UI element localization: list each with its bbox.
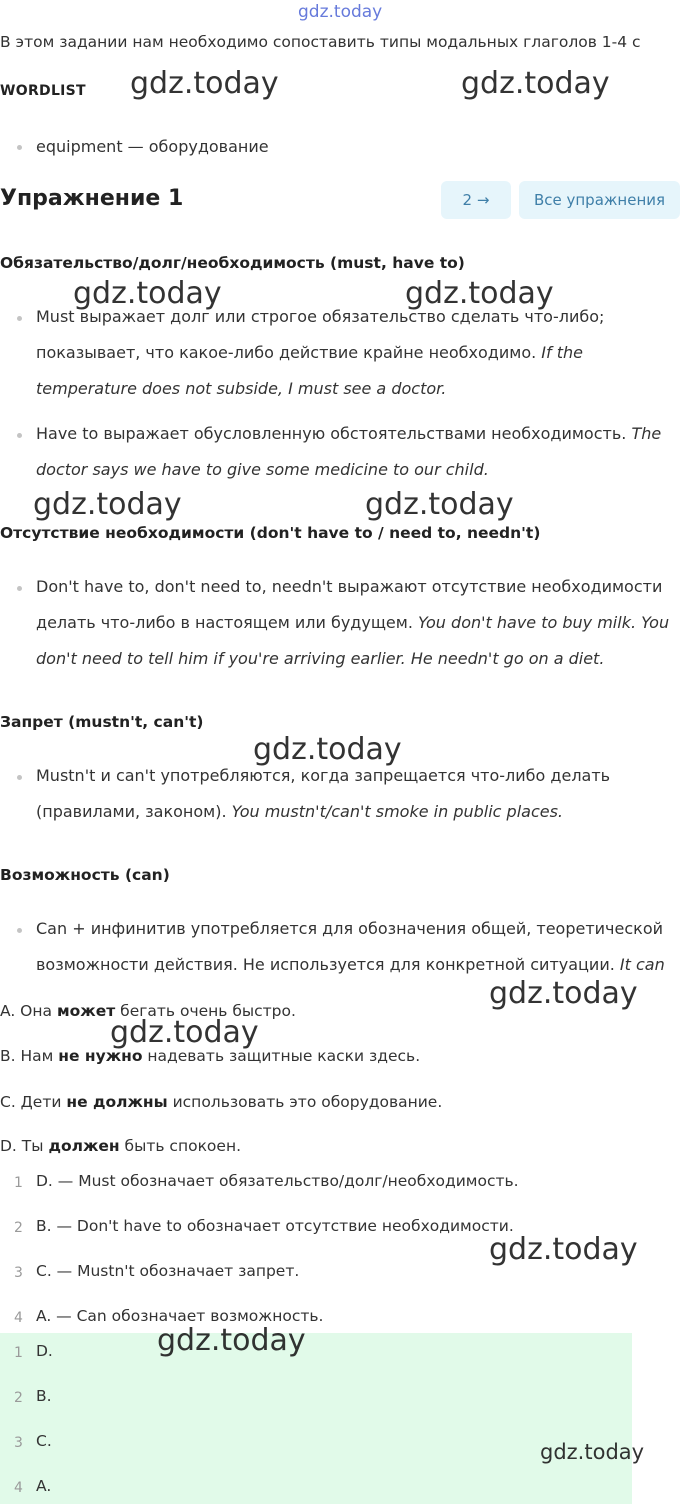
watermark: gdz.today: [461, 66, 610, 101]
explanation-item: A. — Can обозначает возможность.: [36, 1307, 324, 1325]
watermark: gdz.today: [405, 276, 554, 311]
all-exercises-button[interactable]: Все упражнения: [519, 181, 680, 219]
bullet-can: [36, 911, 676, 983]
answer-item: B.: [36, 1387, 52, 1405]
bullet-line: показывает, что какое-либо действие крайне необходимо. If the: [36, 343, 583, 362]
next-exercise-button[interactable]: 2 →: [441, 181, 511, 219]
bullet-dont-have-to: [36, 569, 676, 677]
bullet-line: Have to выражает обусловленную обстоятельствами необходимость. The: [36, 424, 662, 443]
section-heading-possibility: Возможность (can): [0, 866, 170, 884]
answer-item: A.: [36, 1477, 52, 1495]
option-a: A. Она может бегать очень быстро.: [0, 1002, 296, 1020]
bullet-example: don't need to tell him if you're arriving earlier. He needn't go on a diet.: [36, 649, 605, 668]
list-number: 2: [14, 1390, 23, 1406]
list-number: 1: [14, 1175, 23, 1191]
option-b: B. Нам не нужно надевать защитные каски здесь.: [0, 1047, 421, 1065]
bullet-dot: [17, 316, 22, 321]
list-number: 4: [14, 1310, 23, 1326]
list-number: 3: [14, 1265, 23, 1281]
bullet-dot: [17, 433, 22, 438]
bullet-dot: [17, 775, 22, 780]
intro-text: В этом задании нам необходимо сопоставить типы модальных глаголов 1-4 с: [0, 33, 641, 51]
bullet-dot: [17, 928, 22, 933]
bullet-dot: [17, 586, 22, 591]
bullet-line: возможности действия. Не используется для конкретной ситуации. It can: [36, 955, 665, 974]
list-number: 2: [14, 1220, 23, 1236]
watermark: gdz.today: [33, 487, 182, 522]
bullet-example: doctor says we have to give some medicine to our child.: [36, 460, 489, 479]
wordlist-heading: WORDLIST: [0, 83, 86, 99]
section-heading-obligation: Обязательство/долг/необходимость (must, have to): [0, 254, 465, 272]
watermark-top: gdz.today: [298, 2, 383, 22]
explanation-item: B. — Don't have to обозначает отсутствие необходимости.: [36, 1217, 514, 1235]
watermark: gdz.today: [365, 487, 514, 522]
option-d: D. Ты должен быть спокоен.: [0, 1137, 242, 1155]
bullet-line: Can + инфинитив употребляется для обозначения общей, теоретической: [36, 919, 663, 938]
bullet-example: temperature does not subside, I must see a doctor.: [36, 379, 447, 398]
list-number: 1: [14, 1345, 23, 1361]
watermark: gdz.today: [489, 976, 638, 1011]
bullet-dot: [17, 145, 22, 150]
bullet-have-to: [36, 416, 676, 488]
section-heading-prohibition: Запрет (mustn't, can't): [0, 713, 204, 731]
wordlist-item: equipment — оборудование: [36, 137, 269, 156]
bullet-must: [36, 299, 676, 407]
watermark: gdz.today: [489, 1232, 638, 1267]
watermark: gdz.today: [130, 66, 279, 101]
list-number: 3: [14, 1435, 23, 1451]
explanation-item: D. — Must обозначает обязательство/долг/необходимость.: [36, 1172, 519, 1190]
watermark: gdz.today: [73, 276, 222, 311]
list-number: 4: [14, 1480, 23, 1496]
bullet-line: (правилами, законом). You mustn't/can't smoke in public places.: [36, 802, 564, 821]
answer-box: [0, 1333, 632, 1504]
bullet-mustnt: [36, 758, 676, 830]
watermark: gdz.today: [110, 1015, 259, 1050]
watermark: gdz.today: [157, 1323, 306, 1358]
bullet-line: Mustn't и can't употребляются, когда запрещается что-либо делать: [36, 766, 611, 785]
bullet-line: Must выражает долг или строгое обязательство сделать что-либо;: [36, 307, 605, 326]
section-heading-no-necessity: Отсутствие необходимости (don't have to / need to, needn't): [0, 524, 541, 542]
explanation-item: C. — Mustn't обозначает запрет.: [36, 1262, 300, 1280]
watermark: gdz.today: [540, 1440, 645, 1464]
bullet-line: Don't have to, don't need to, needn't выражают отсутствие необходимости: [36, 577, 663, 596]
answer-item: D.: [36, 1342, 53, 1360]
bullet-line: делать что-либо в настоящем или будущем. You don't have to buy milk. You: [36, 613, 670, 632]
option-c: C. Дети не должны использовать это оборудование.: [0, 1093, 443, 1111]
exercise-title: Упражнение 1: [0, 186, 184, 211]
answer-item: C.: [36, 1432, 52, 1450]
watermark: gdz.today: [253, 732, 402, 767]
